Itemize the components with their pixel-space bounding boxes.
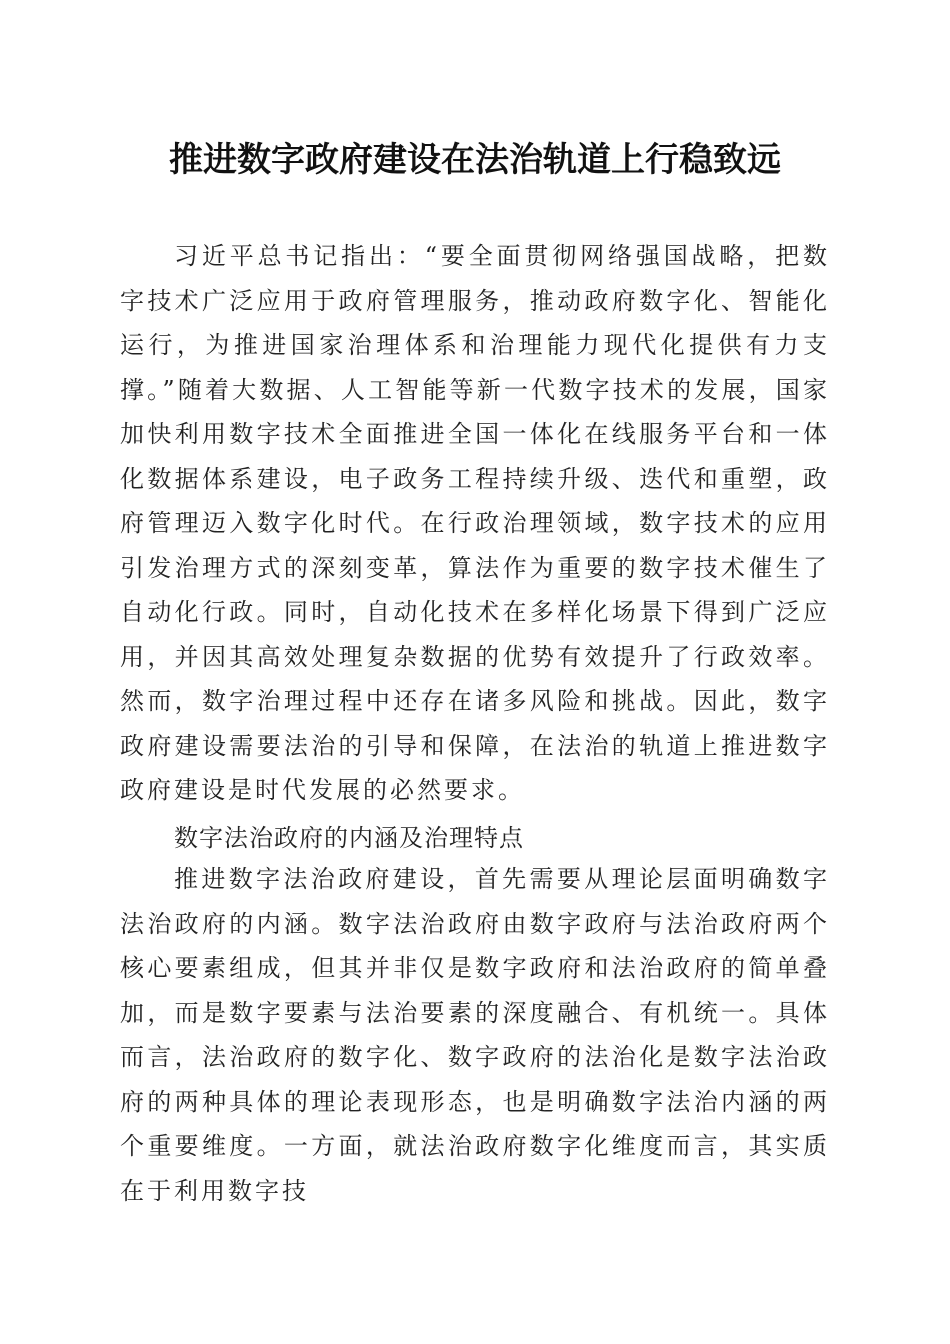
document-title: 推进数字政府建设在法治轨道上行稳致远 [169,140,781,180]
section-heading: 数字法治政府的内涵及治理特点 [174,824,524,852]
intro-paragraph: 习近平总书记指出：“要全面贯彻网络强国战略，把数字技术广泛应用于政府管理服务，推动政府数字化、智能化运行，为推进国家治理体系和治理能力现代化提供有力支撑。”随着大数据、人工智能等新一代数字技术的发展，国家加快利用数字技术全面推进全国一体化在线服务平台和一体化数据体系建设，电子政务工程持续升级、迭代和重塑，政府管理迈入数字化时代。在行政治理领域，数字技术的应用引发治理方式的深刻变革，算法作为重要的数字技术催生了自动化行政。同时，自动化技术在多样化场景下得到广泛应用，并因其高效处理复杂数据的优势有效提升了行政效率。然而，数字治理过程中还存在诸多风险和挑战。因此，数字政府建设需要法治的引导和保障，在法治的轨道上推进数字政府建设是时代发展的必然要求。 [120,242,830,804]
section-paragraph: 推进数字法治政府建设，首先需要从理论层面明确数字法治政府的内涵。数字法治政府由数字政府与法治政府两个核心要素组成，但其并非仅是数字政府和法治政府的简单叠加，而是数字要素与法治要素的深度融合、有机统一。具体而言，法治政府的数字化、数字政府的法治化是数字法治政府的两种具体的理论表现形态，也是明确数字法治内涵的两个重要维度。一方面，就法治政府数字化维度而言，其实质在于利用数字技 [120,865,830,1205]
